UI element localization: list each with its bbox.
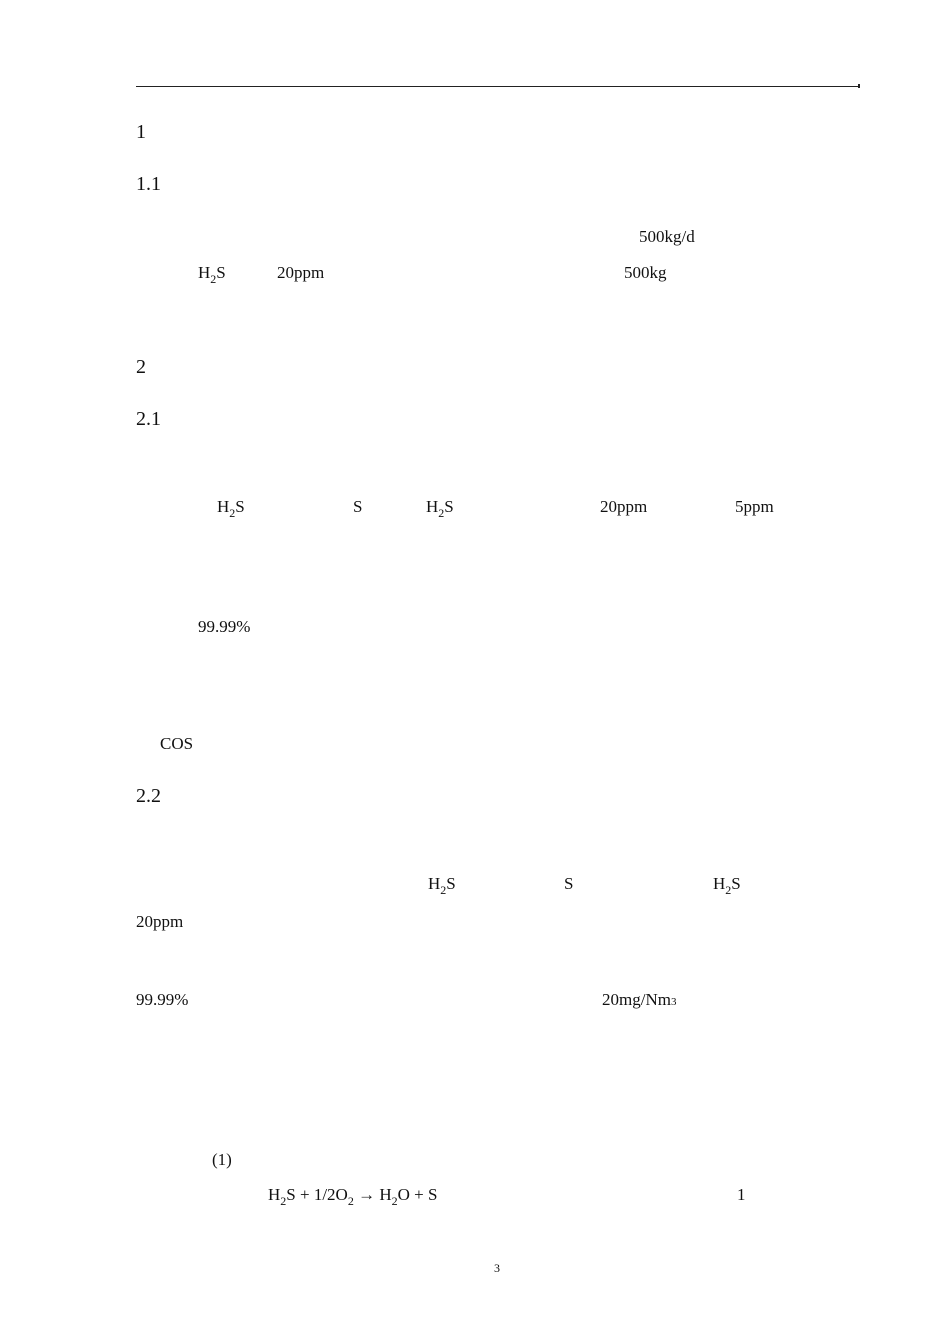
- efficiency-value: 99.99%: [198, 617, 251, 636]
- equation-number: 1: [737, 1185, 746, 1204]
- ppm-value: 20ppm: [277, 263, 325, 282]
- h2s-formula: $H_2S$: [198, 263, 226, 286]
- concentration-value: 20mg/Nm3: [602, 990, 677, 1009]
- h2s-formula: $H_2S$: [426, 497, 454, 520]
- section-heading-1: 1: [136, 121, 146, 143]
- section-heading-2-1: 2.1: [136, 408, 161, 430]
- section-heading-1-1: 1.1: [136, 173, 161, 195]
- ppm-value: 20ppm: [136, 912, 184, 931]
- h2s-formula: $H_2S$: [713, 874, 741, 897]
- sulfur-symbol: S: [564, 874, 574, 893]
- header-rule-end: [858, 84, 860, 88]
- page-number: 3: [494, 1261, 500, 1275]
- section-heading-2: 2: [136, 356, 146, 378]
- mass-value: 500kg: [624, 263, 667, 282]
- cos-label: COS: [160, 734, 194, 753]
- section-heading-2-2: 2.2: [136, 785, 161, 807]
- ppm-value: 5ppm: [735, 497, 774, 516]
- ppm-value: 20ppm: [600, 497, 648, 516]
- h2s-formula: $H_2S$: [428, 874, 456, 897]
- rate-value: 500kg/d: [639, 227, 695, 246]
- reaction-label: (1): [212, 1150, 232, 1169]
- header-rule: [136, 86, 860, 87]
- reaction-equation: $H_2S + 1/2O_2 \to H_2O + S$: [268, 1185, 438, 1208]
- sulfur-symbol: S: [353, 497, 363, 516]
- h2s-formula: $H_2S$: [217, 497, 245, 520]
- efficiency-value: 99.99%: [136, 990, 189, 1009]
